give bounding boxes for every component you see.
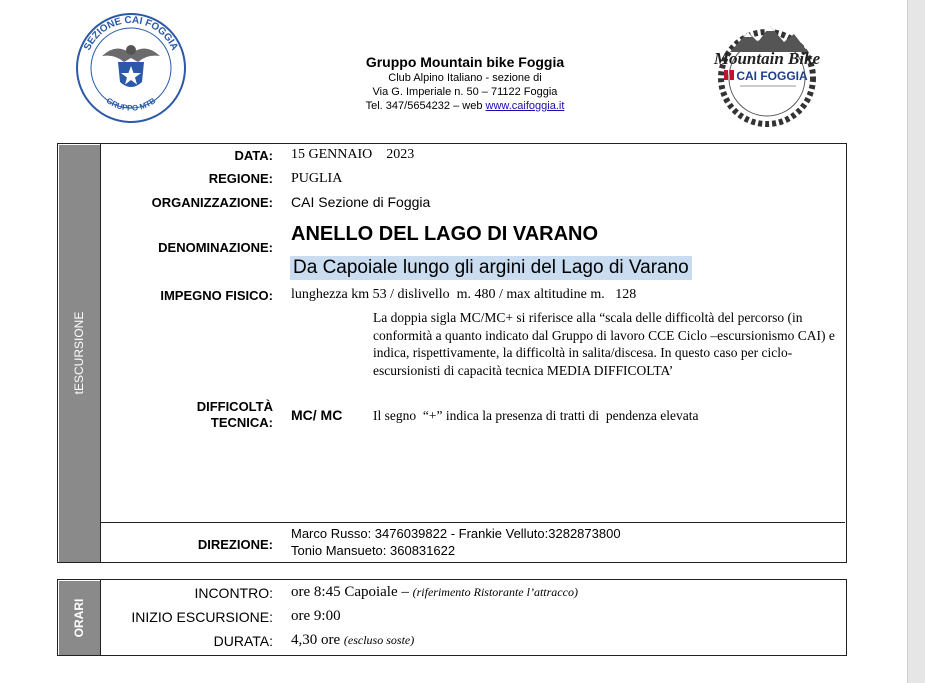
regione-label: REGIONE:	[208, 171, 273, 186]
logo-brand-text: CAI FOGGIA	[736, 69, 808, 83]
orari-side-divider	[100, 580, 101, 655]
durata-value: 4,30 ore	[291, 632, 344, 648]
denominazione-subtitle[interactable]: Da Capoiale lungo gli argini del Lago di Varano	[290, 256, 692, 280]
durata-label: DURATA:	[213, 633, 273, 649]
side-divider	[100, 144, 101, 562]
club-header	[300, 54, 630, 113]
difficolta-label-1: DIFFICOLTÀ	[196, 399, 273, 414]
tel-line: Tel. 347/5654232 – web	[365, 100, 486, 112]
mountain-bike-cai-logo	[700, 20, 835, 130]
club-line: Club Alpino Italiano - sezione di	[388, 72, 542, 84]
impegno-label: IMPEGNO FISICO:	[160, 288, 273, 303]
cai-foggia-seal-logo	[72, 12, 190, 124]
inizio-label: INIZIO ESCURSIONE:	[131, 609, 273, 625]
data-value: 15 GENNAIO 2023	[291, 147, 415, 162]
orari-side-label: ORARI	[72, 598, 87, 637]
difficolta-value: MC/ MC	[291, 407, 343, 423]
direzione-label: DIREZIONE:	[197, 537, 273, 552]
organizzazione-label: ORGANIZZAZIONE:	[151, 195, 273, 210]
denominazione-label: DENOMINAZIONE:	[158, 240, 273, 255]
denominazione-title: ANELLO DEL LAGO DI VARANO	[291, 223, 599, 245]
difficolta-label-2: TECNICA:	[210, 415, 273, 430]
address-line: Via G. Imperiale n. 50 – 71122 Foggia	[372, 86, 558, 98]
seal-bottom-text: GRUPPO MTB	[104, 96, 158, 113]
data-label: DATA:	[234, 148, 273, 163]
orari-side-band	[59, 581, 101, 655]
direzione-line-1: Marco Russo: 3476039822 - Frankie Velluto:3282873800	[291, 526, 621, 541]
organizzazione-value: CAI Sezione di Foggia	[291, 194, 431, 210]
direzione-line-2: Tonio Mansueto: 360831622	[291, 543, 456, 558]
durata-note: (escluso soste)	[343, 633, 415, 647]
scrollbar-track[interactable]	[907, 0, 925, 683]
website-link[interactable]: www.caifoggia.it	[485, 100, 565, 112]
inizio-value: ore 9:00	[291, 608, 341, 624]
incontro-label: INCONTRO:	[194, 585, 273, 601]
impegno-value: lunghezza km 53 / dislivello m. 480 / max altitudine m. 128	[291, 287, 637, 302]
difficolta-note: Il segno “+” indica la presenza di tratti di pendenza elevata	[373, 408, 699, 423]
regione-value: PUGLIA	[291, 171, 343, 186]
incontro-value: ore 8:45 Capoiale –	[291, 584, 413, 600]
direzione-divider	[100, 522, 845, 523]
escursione-side-label: tESCURSIONE	[72, 311, 87, 395]
logo-script-text: Mountain Bike	[713, 49, 821, 68]
escursione-side-band	[59, 145, 101, 562]
group-title: Gruppo Mountain bike Foggia	[365, 54, 565, 70]
difficolta-description: La doppia sigla MC/MC+ si riferisce alla “scala delle difficoltà del percorso (in conformità a quanto indicato dal Gruppo di lavoro CCE Ciclo –escursionismo CAI) e indica, rispettivamente, la difficoltà in salita/discesa. In questo caso per ciclo-escursionisti di capacità tecnica MEDIA DIFFICOLTA’	[373, 310, 835, 378]
seal-top-text: SEZIONE CAI FOGGIA	[82, 14, 180, 53]
incontro-note: (riferimento Ristorante l’attracco)	[412, 585, 578, 599]
